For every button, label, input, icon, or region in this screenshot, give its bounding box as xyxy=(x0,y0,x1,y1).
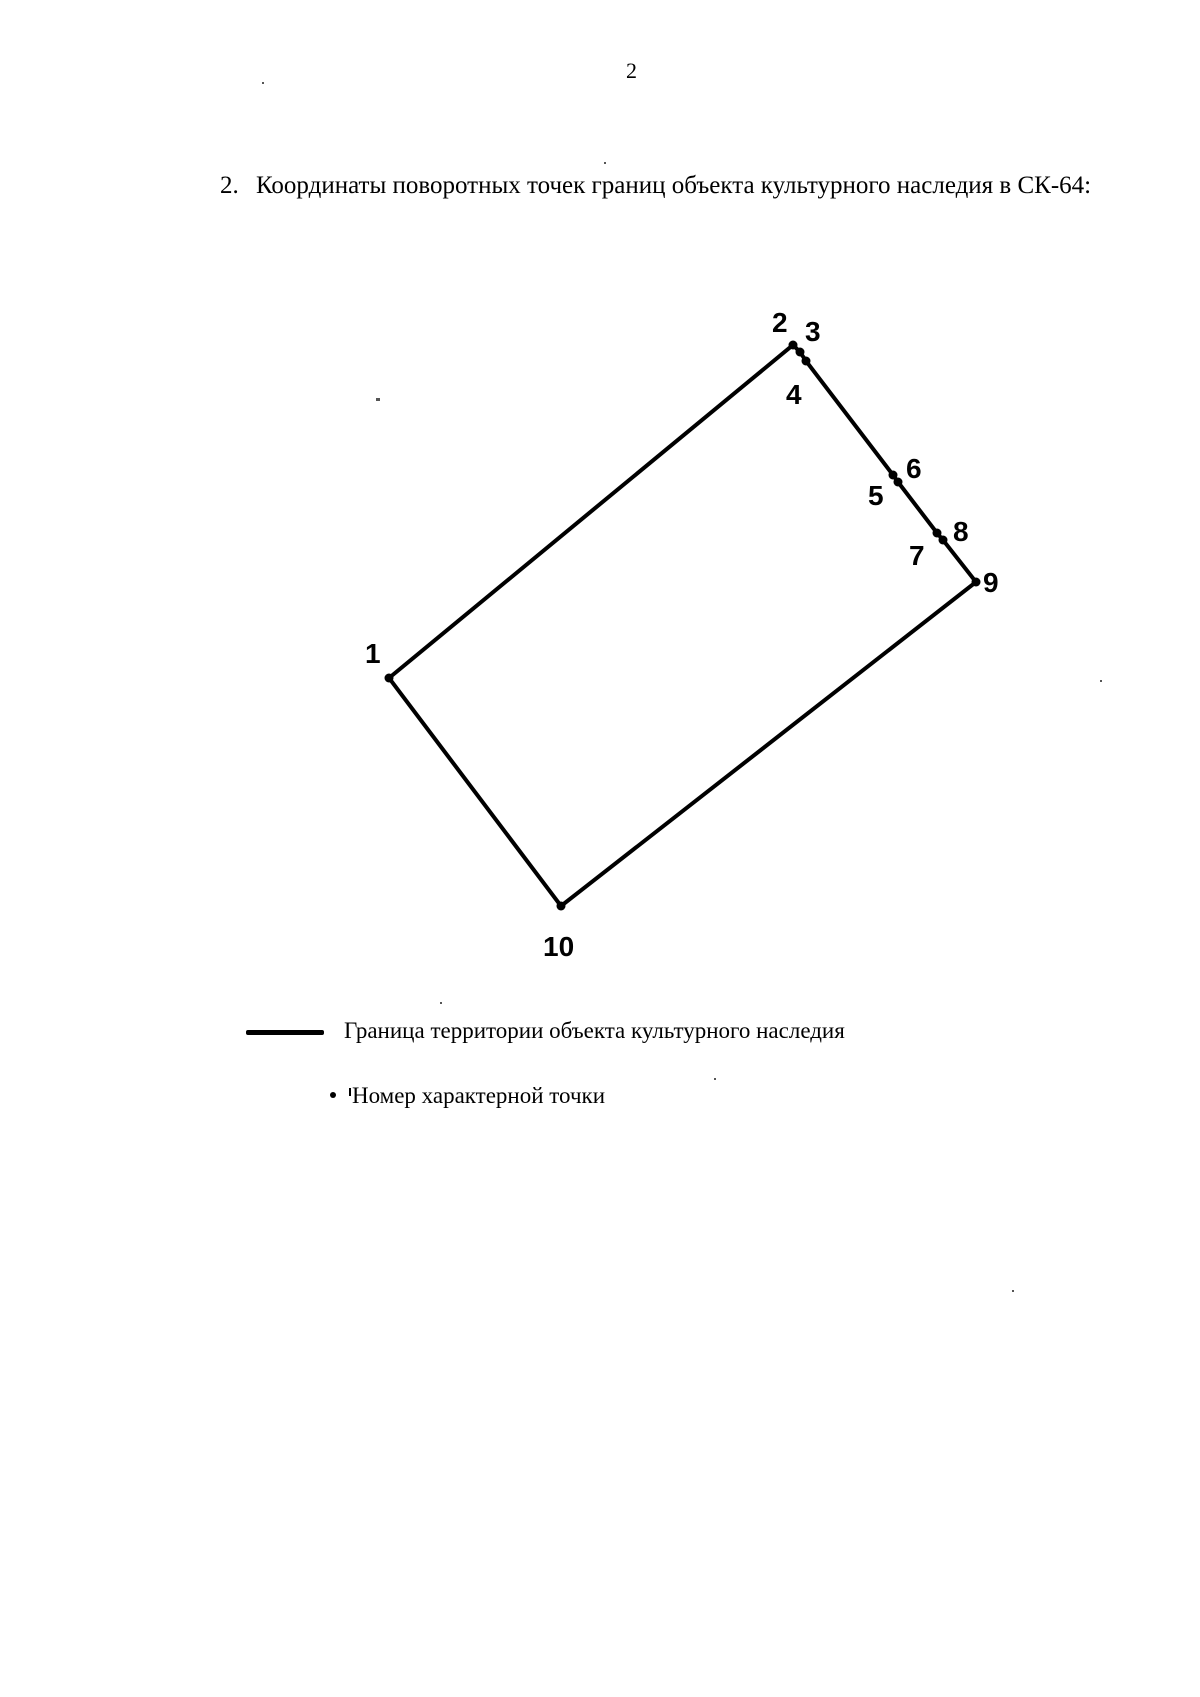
boundary-point-4-marker xyxy=(802,357,811,366)
boundary-point-1-label: 1 xyxy=(365,638,381,669)
boundary-point-9-label: 9 xyxy=(983,567,999,598)
boundary-point-10-marker xyxy=(557,902,566,911)
boundary-polygon xyxy=(389,345,976,906)
boundary-point-2-label: 2 xyxy=(772,307,788,338)
page-number: 2 xyxy=(626,58,637,83)
section-number: 2. xyxy=(220,172,239,199)
boundary-point-3-label: 3 xyxy=(805,316,821,347)
section-title: Координаты поворотных точек границ объекта культурного наследия в СК-64: xyxy=(256,172,1092,199)
boundary-point-6-marker xyxy=(894,478,903,487)
boundary-point-7-label: 7 xyxy=(909,540,925,571)
boundary-point-6-label: 6 xyxy=(906,453,922,484)
boundary-point-8-marker xyxy=(939,536,948,545)
boundary-point-5-label: 5 xyxy=(868,480,884,511)
boundary-point-2-marker xyxy=(789,341,798,350)
legend-point-label: Номер характерной точки xyxy=(352,1083,605,1108)
legend-boundary-line-sample xyxy=(246,1030,324,1035)
scan-speck xyxy=(604,162,606,164)
scan-speck xyxy=(376,398,380,401)
boundary-point-3-marker xyxy=(796,348,805,357)
scan-speck xyxy=(1012,1290,1014,1292)
legend-boundary-label: Граница территории объекта культурного наследия xyxy=(344,1018,845,1043)
scan-speck xyxy=(440,1002,442,1004)
boundary-point-7-marker xyxy=(933,529,942,538)
boundary-point-8-label: 8 xyxy=(953,516,969,547)
boundary-point-10-label: 10 xyxy=(543,931,575,962)
boundary-point-9-marker xyxy=(972,578,981,587)
boundary-point-4-label: 4 xyxy=(786,379,802,410)
legend-point-tick xyxy=(349,1088,351,1096)
scan-speck xyxy=(714,1078,716,1080)
scan-speck xyxy=(1100,680,1102,682)
legend-point-marker xyxy=(330,1092,336,1098)
scan-speck xyxy=(262,82,264,84)
boundary-points xyxy=(365,307,999,962)
boundary-point-1-marker xyxy=(385,674,394,683)
